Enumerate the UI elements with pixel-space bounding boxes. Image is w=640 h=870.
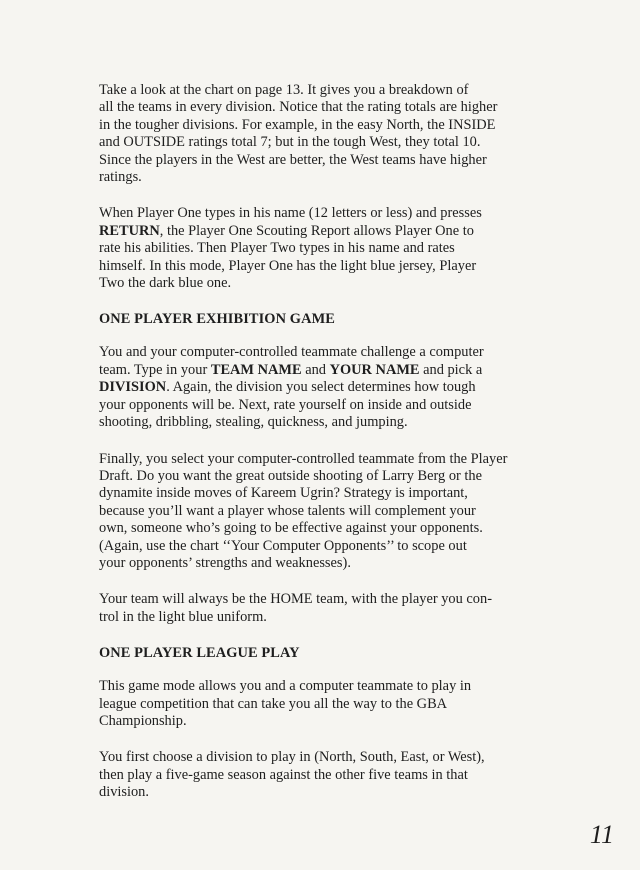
heading-exhibition-game: ONE PLAYER EXHIBITION GAME — [99, 311, 335, 328]
bold-return: RETURN — [99, 222, 160, 239]
paragraph-exhibition-setup — [99, 344, 547, 431]
page-number: 11 — [589, 820, 614, 849]
bold-division: DIVISION — [99, 379, 167, 396]
paragraph-rating-chart: Take a look at the chart on page 13. It gives you a breakdown of all the teams in every division. Notice that the rating totals are higher in the tougher divisions. For example, in the easy North, the INSIDE and OUTSIDE ratings total 7; but in the tough West, they total 10. Since the players in the West are better, the West teams have higher ratings. — [99, 82, 498, 186]
bold-your-name: YOUR NAME — [329, 361, 420, 378]
text-run: . Again, the division you select determines how tough your opponents will be. Next, rate yourself on inside and outside shooting, dribbling, stealing, quickness, and jumping. — [99, 379, 476, 431]
text-run: and — [301, 361, 330, 378]
text-run: When Player One types in his name (12 letters or less) and presses — [99, 205, 482, 222]
manual-page-body — [99, 82, 547, 821]
paragraph-division-season: You first choose a division to play in (North, South, East, or West), then play a five-game season against the other five teams in that division. — [99, 749, 485, 801]
text-run: , the Player One Scouting Report allows Player One to rate his abilities. Then Player Two types in his name and rates himself. In this mode, Player One has the light blue jersey, Player Two the dark blue one. — [99, 222, 477, 292]
text-run: and pick a — [423, 361, 483, 378]
paragraph-player-scouting — [99, 205, 547, 292]
text-run: You and your computer-controlled teammate challenge a computer team. Type in your — [99, 344, 484, 378]
bold-team-name: TEAM NAME — [210, 361, 302, 378]
paragraph-player-draft: Finally, you select your computer-controlled teammate from the Player Draft. Do you want the great outside shooting of Larry Berg or the dynamite inside moves of Kareem Ugrin? Strategy is important, because you’ll want a player whose talents will complement your own, someone who’s going to be effective against your opponents. (Again, use the chart ‘‘Your Computer Opponents’’ to scope out your opponents’ strengths and weaknesses). — [99, 450, 508, 571]
paragraph-home-team: Your team will always be the HOME team, with the player you con- trol in the light blue uniform. — [99, 591, 492, 625]
heading-league-play: ONE PLAYER LEAGUE PLAY — [99, 645, 300, 662]
paragraph-league-mode: This game mode allows you and a computer teammate to play in league competition that can take you all the way to the GBA Championship. — [99, 678, 472, 729]
